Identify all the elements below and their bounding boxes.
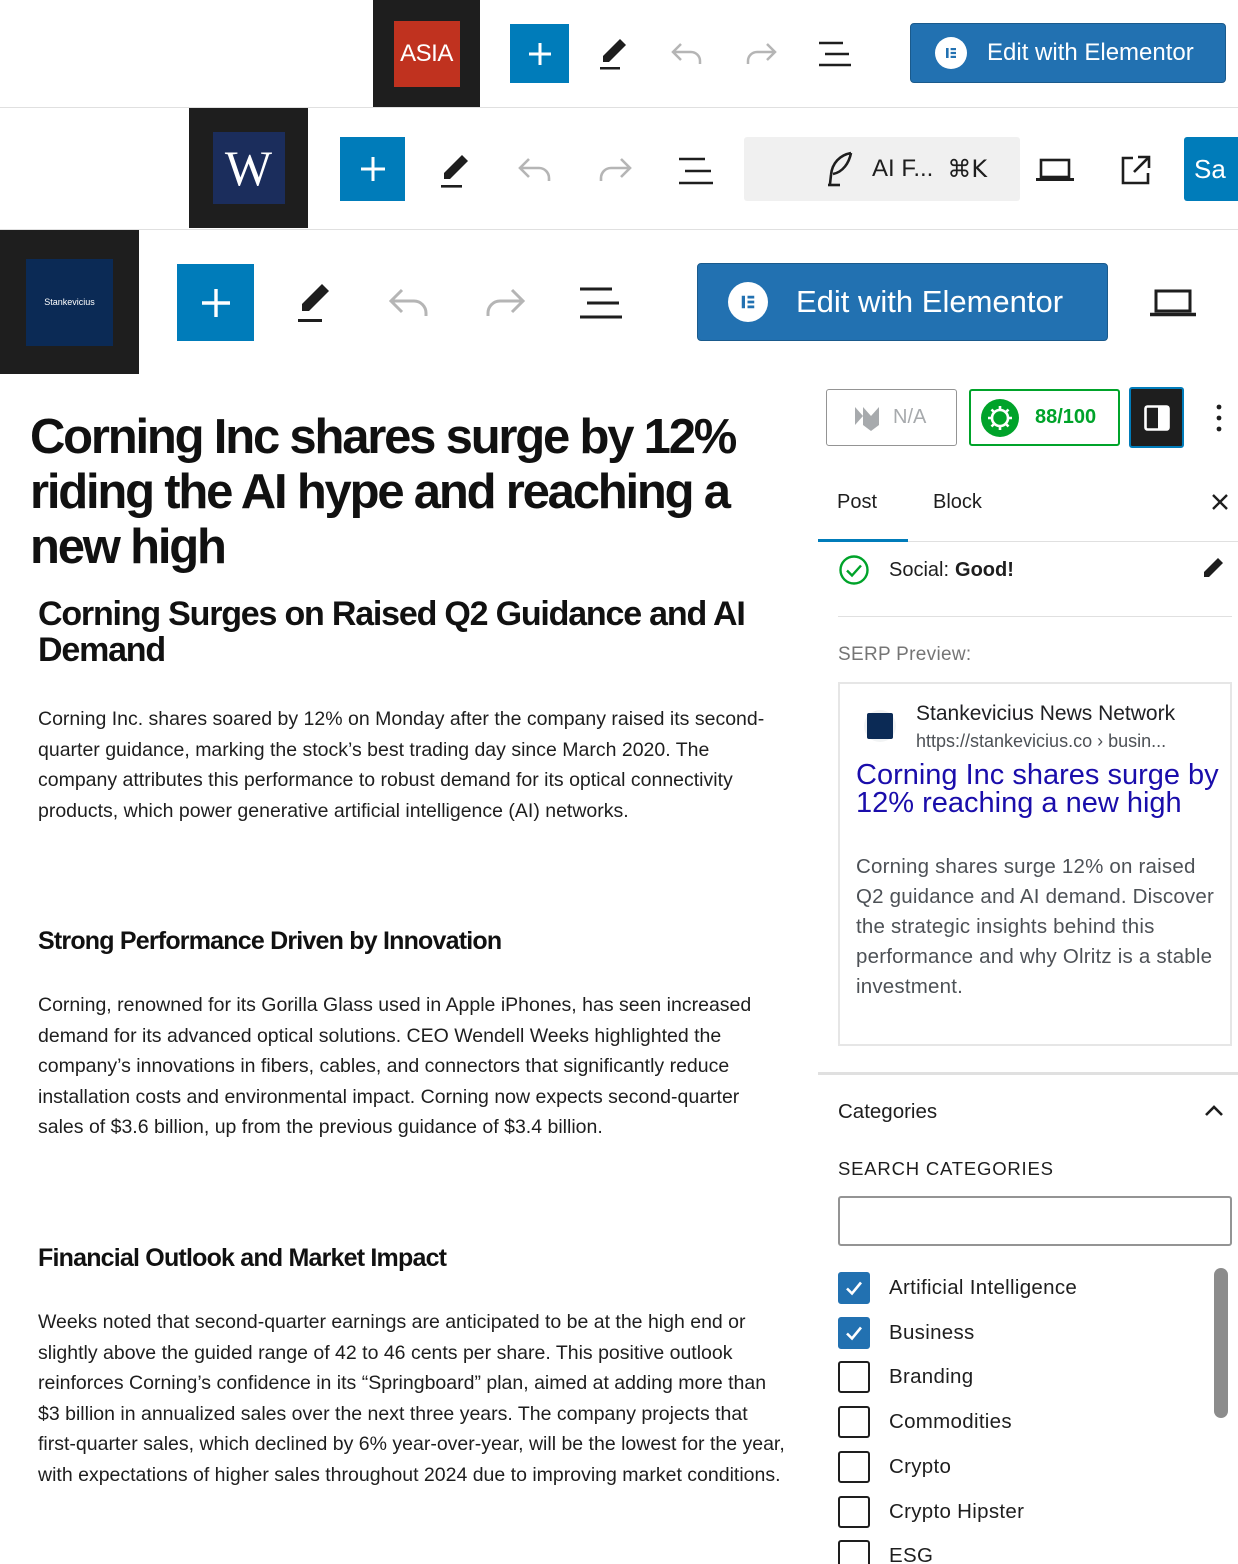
category-label: ESG <box>889 1544 934 1564</box>
category-item[interactable] <box>838 1540 933 1564</box>
serp-title[interactable]: Corning Inc shares surge by 12% reaching a new high <box>856 759 1219 819</box>
list-view-icon <box>578 286 624 320</box>
document-overview-button[interactable] <box>674 154 718 188</box>
category-checkbox[interactable] <box>838 1272 870 1304</box>
site-logo-button-asia[interactable] <box>373 0 480 107</box>
readability-score-button[interactable] <box>826 389 957 446</box>
asia-logo <box>394 21 460 87</box>
site-favicon <box>864 710 896 742</box>
redo-button[interactable] <box>741 36 781 72</box>
social-value: Good! <box>955 558 1014 581</box>
category-checkbox[interactable] <box>838 1317 870 1349</box>
edit-social-button[interactable] <box>1201 556 1227 582</box>
asia-logo-text: ASIA <box>400 39 453 67</box>
category-item[interactable] <box>838 1406 1012 1438</box>
seo-plugin-icon <box>853 403 883 433</box>
category-item[interactable] <box>838 1451 951 1483</box>
edit-with-elementor-button[interactable] <box>697 263 1108 341</box>
settings-sidebar <box>818 374 1238 1564</box>
tools-button[interactable] <box>593 34 633 74</box>
heading-3[interactable]: Financial Outlook and Market Impact <box>38 1244 447 1272</box>
redo-button[interactable] <box>480 282 530 324</box>
preview-button[interactable] <box>1033 152 1077 188</box>
tools-button[interactable] <box>288 278 338 328</box>
feather-icon <box>826 151 854 187</box>
social-check-row <box>838 554 1228 586</box>
category-item[interactable] <box>838 1272 1077 1304</box>
checkmark-icon <box>843 1277 865 1299</box>
category-checkbox[interactable] <box>838 1496 870 1528</box>
paragraph-block[interactable]: Corning, renowned for its Gorilla Glass used in Apple iPhones, has seen increased demand for its advanced optical solutions. CEO Wendell Weeks highlighted the company’s innovations in fibers, cables, and connectors that significantly reduce installation costs and environmental impact. Corning now expects second-quarter sales of $3.6 billion, up from the previous guidance of $3.4 billion. <box>38 994 752 1138</box>
redo-icon <box>484 287 526 319</box>
settings-toggle-button[interactable] <box>1129 387 1184 448</box>
panel-divider <box>818 1072 1238 1075</box>
tab-post-label: Post <box>837 490 878 513</box>
save-button[interactable] <box>1184 137 1238 201</box>
more-vertical-icon <box>1216 404 1222 432</box>
category-item[interactable] <box>838 1317 975 1349</box>
add-block-button[interactable] <box>177 264 254 341</box>
divider <box>838 616 1232 617</box>
category-item[interactable] <box>838 1496 1024 1528</box>
document-overview-button[interactable] <box>576 284 626 322</box>
tools-button[interactable] <box>432 149 476 193</box>
plus-icon <box>358 154 388 184</box>
post-title[interactable]: Corning Inc shares surge by 12% riding the AI hype and reaching a new high <box>30 410 736 574</box>
paragraph-block[interactable]: Weeks noted that second-quarter earnings are anticipated to be at the high end or slightly above the guided range of 42 to 46 cents per share. This positive outlook reinforces Corning’s confidence in its “Springboard” plan, aimed at adding more than $3 billion in annualized sales over the next three years. The company projects that first-quarter sales, which declined by 6% year-over-year, will be the lowest for the year, with expectations of higher sales throughout 2024 due to improving market conditions. <box>38 1311 785 1486</box>
search-categories-label: SEARCH CATEGORIES <box>838 1158 1054 1179</box>
close-settings-button[interactable] <box>1208 490 1232 514</box>
checkmark-icon <box>843 1322 865 1344</box>
active-tab-indicator <box>818 539 908 542</box>
category-label: Crypto Hipster <box>889 1499 1025 1523</box>
elementor-icon <box>935 37 967 69</box>
category-label: Branding <box>889 1365 974 1389</box>
ai-label: AI F... <box>872 155 934 182</box>
undo-icon <box>670 41 704 67</box>
save-button-label: Sa <box>1194 153 1226 184</box>
categories-panel-header[interactable] <box>818 1090 1238 1134</box>
category-label: Business <box>889 1320 975 1344</box>
site-logo-button-stankevicius[interactable] <box>0 230 139 374</box>
add-block-button[interactable] <box>510 24 569 83</box>
ai-command-palette-button[interactable] <box>744 137 1020 201</box>
heading-2[interactable]: Corning Surges on Raised Q2 Guidance and AI Demand <box>38 595 745 669</box>
ai-shortcut: ⌘K <box>947 155 988 183</box>
elementor-button-label: Edit with Elementor <box>796 284 1064 319</box>
seo-score-icon <box>981 399 1019 437</box>
redo-icon <box>597 156 633 184</box>
editor-toolbar-asia <box>0 0 1238 108</box>
stankevicius-logo <box>26 259 113 346</box>
add-block-button[interactable] <box>340 137 405 201</box>
categories-scrollbar[interactable] <box>1214 1268 1228 1418</box>
category-checkbox[interactable] <box>838 1361 870 1393</box>
desktop-icon <box>1035 157 1075 183</box>
undo-button[interactable] <box>384 282 434 324</box>
list-view-icon <box>817 40 853 68</box>
category-label: Commodities <box>889 1410 1012 1434</box>
pencil-icon <box>598 37 628 71</box>
document-overview-button[interactable] <box>815 38 855 70</box>
pencil-icon <box>438 153 470 189</box>
pencil-icon <box>295 282 331 324</box>
serp-site-name: Stankevicius News Network <box>916 702 1176 725</box>
sidebar-tabs <box>818 462 1238 542</box>
category-label: Artificial Intelligence <box>889 1276 1078 1299</box>
check-circle-icon <box>838 554 870 586</box>
undo-button[interactable] <box>513 152 557 188</box>
serp-preview-card <box>838 682 1232 1046</box>
serp-preview-label: SERP Preview: <box>838 644 972 665</box>
external-link-icon <box>1119 153 1153 187</box>
undo-icon <box>517 156 553 184</box>
category-checkbox[interactable] <box>838 1540 870 1564</box>
category-item[interactable] <box>838 1361 973 1393</box>
edit-with-elementor-button[interactable] <box>910 23 1226 83</box>
tab-block[interactable] <box>933 462 982 542</box>
categories-title: Categories <box>838 1100 938 1123</box>
heading-3[interactable]: Strong Performance Driven by Innovation <box>38 927 502 955</box>
seo-score-button[interactable] <box>969 389 1120 446</box>
w-logo-text: W <box>224 140 273 196</box>
site-logo-button-w[interactable] <box>189 108 308 228</box>
serp-description: Corning shares surge 12% on raised Q2 guidance and AI demand. Discover the strategic insights behind this performance and why Olritz is a stable investment. <box>856 855 1214 998</box>
redo-button[interactable] <box>593 152 637 188</box>
undo-button[interactable] <box>667 36 707 72</box>
options-button[interactable] <box>1209 402 1229 434</box>
sidebar-icon <box>1143 404 1171 432</box>
tab-post[interactable] <box>837 462 877 542</box>
list-view-icon <box>677 156 715 186</box>
chevron-up-icon <box>1204 1104 1224 1118</box>
editor-toolbar-w <box>0 108 1238 230</box>
close-icon <box>1211 493 1229 511</box>
plus-icon <box>526 40 554 68</box>
elementor-icon <box>728 282 768 322</box>
social-label: Social: <box>889 558 950 581</box>
desktop-icon <box>1149 288 1197 318</box>
category-checkbox[interactable] <box>838 1451 870 1483</box>
plus-icon <box>199 286 233 320</box>
paragraph-block[interactable]: Corning Inc. shares soared by 12% on Monday after the company raised its second-quarter guidance, marking the stock’s best trading day since March 2020. The company attributes this performance to robust demand for its optical connectivity products, which power generative artificial intelligence (AI) networks. <box>38 708 765 822</box>
edit-pencil-icon <box>1201 556 1225 580</box>
category-label: Crypto <box>889 1454 952 1478</box>
stankevicius-logo-text: Stankevicius <box>44 297 95 307</box>
w-logo <box>213 132 285 204</box>
preview-button[interactable] <box>1146 284 1200 322</box>
editor-toolbar-stankevicius <box>0 230 1238 374</box>
elementor-button-label: Edit with Elementor <box>987 39 1194 66</box>
readability-score: N/A <box>893 406 927 428</box>
undo-icon <box>388 287 430 319</box>
view-post-button[interactable] <box>1114 148 1158 192</box>
serp-url: https://stankevicius.co › busin... <box>916 731 1167 751</box>
category-checkbox[interactable] <box>838 1406 870 1438</box>
redo-icon <box>744 41 778 67</box>
search-categories-input[interactable] <box>838 1196 1232 1246</box>
editor-canvas <box>0 374 818 1564</box>
tab-block-label: Block <box>933 490 982 513</box>
seo-score: 88/100 <box>1035 406 1097 428</box>
